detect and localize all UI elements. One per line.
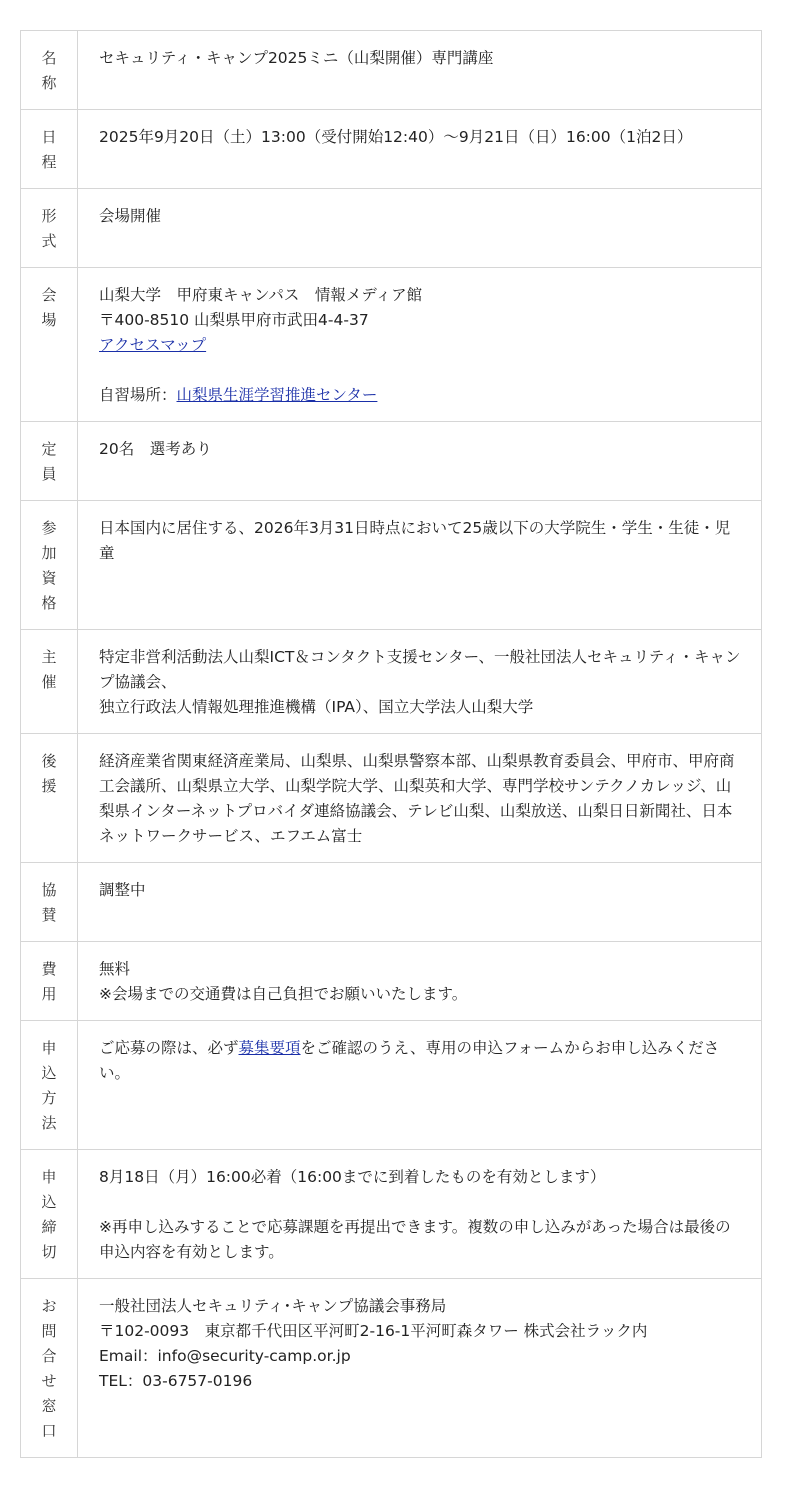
label-char: 催 [41, 673, 57, 691]
label-char: 式 [41, 232, 57, 250]
organizer-line: 特定非営利活動法人山梨ICT＆コンタクト支援センター、一般社団法人セキュリティ・キャンプ協議会、 [99, 648, 741, 691]
value-supporter [78, 734, 762, 863]
contact-line: Email：info@security-camp.or.jp [99, 1347, 351, 1365]
deadline-line [99, 1190, 741, 1215]
fee-line: ※会場までの交通費は自己負担でお願いいたします。 [99, 985, 468, 1003]
eligibility-line: 日本国内に居住する、2026年3月31日時点において25歳以下の大学院生・学生・生徒・児童 [99, 519, 731, 562]
label-char: 込 [41, 1193, 57, 1211]
venue-line: 山梨大学 甲府東キャンパス 情報メディア館 [99, 286, 423, 304]
application-text-after: をご確認のうえ、専用の申込フォームからお申し込みください。 [99, 1039, 720, 1082]
contact-line: 〒102-0093 東京都千代田区平河町2-16-1平河町森タワー 株式会社ラック内 [99, 1322, 648, 1340]
label-application-method [21, 1021, 78, 1150]
value-format [78, 189, 762, 268]
study-place-link[interactable]: 山梨県生涯学習推進センター [176, 386, 378, 404]
label-char: 援 [41, 777, 57, 795]
value-organizer [78, 630, 762, 734]
label-eligibility [21, 501, 78, 630]
supporter-line: 経済産業省関東経済産業局、山梨県、山梨県警察本部、山梨県教育委員会、甲府市、甲府商工会議所、山梨県立大学、山梨学院大学、山梨英和大学、専門学校サンテクノカレッジ、山梨県インターネットプロバイダ連絡協議会、テレビ山梨、山梨放送、山梨日日新聞社、日本ネットワークサービス、エフエム富士 [99, 752, 735, 845]
capacity-line: 20名 選考あり [99, 440, 212, 458]
schedule-line: 2025年9月20日（土）13:00（受付開始12:40）〜9月21日（日）16:00（1泊2日） [99, 128, 693, 146]
name-line: セキュリティ・キャンプ2025ミニ（山梨開催）専門講座 [99, 49, 494, 67]
application-line [99, 1036, 741, 1086]
label-char: 窓 [41, 1397, 57, 1415]
label-char: 費 [41, 960, 57, 978]
row-contact [21, 1279, 762, 1458]
value-application-method [78, 1021, 762, 1150]
label-char: 員 [41, 465, 57, 483]
fee-line: 無料 [99, 960, 131, 978]
label-char: 方 [41, 1089, 57, 1107]
row-deadline [21, 1150, 762, 1279]
deadline-line: ※再申し込みすることで応募課題を再提出できます。複数の申し込みがあった場合は最後の申込内容を有効とします。 [99, 1218, 731, 1261]
label-char: 申 [41, 1168, 57, 1186]
label-char: 称 [41, 74, 57, 92]
study-place-line [99, 383, 741, 408]
label-char: 加 [41, 544, 57, 562]
blank-line [99, 358, 741, 383]
label-char: 主 [41, 648, 57, 666]
label-char: 用 [41, 985, 57, 1003]
label-char: 口 [41, 1422, 57, 1440]
label-char: 場 [41, 311, 57, 329]
row-schedule [21, 110, 762, 189]
study-place-prefix: 自習場所： [99, 386, 177, 404]
label-char: お [41, 1297, 57, 1315]
label-char: 日 [41, 128, 57, 146]
label-char: 参 [41, 519, 57, 537]
row-format [21, 189, 762, 268]
label-char: 合 [41, 1347, 57, 1365]
label-char: 問 [41, 1322, 57, 1340]
value-capacity [78, 422, 762, 501]
sponsor-line: 調整中 [99, 881, 146, 899]
contact-line: 一般社団法人セキュリティ･キャンプ協議会事務局 [99, 1297, 447, 1315]
value-name [78, 31, 762, 110]
label-char: 協 [41, 881, 57, 899]
row-capacity [21, 422, 762, 501]
label-char: 法 [41, 1114, 57, 1132]
label-char: 程 [41, 153, 57, 171]
label-name [21, 31, 78, 110]
row-application-method [21, 1021, 762, 1150]
label-capacity [21, 422, 78, 501]
label-char: 形 [41, 207, 57, 225]
label-fee [21, 942, 78, 1021]
deadline-line: 8月18日（月）16:00必着（16:00までに到着したものを有効とします） [99, 1168, 606, 1186]
label-char: 格 [41, 594, 57, 612]
guidelines-link[interactable]: 募集要項 [238, 1039, 301, 1057]
value-sponsor [78, 863, 762, 942]
application-text-before: ご応募の際は、必ず [99, 1039, 239, 1057]
event-info-table [20, 30, 762, 1458]
row-sponsor [21, 863, 762, 942]
row-name [21, 31, 762, 110]
label-char: せ [41, 1372, 57, 1390]
label-deadline [21, 1150, 78, 1279]
contact-line: TEL：03-6757-0196 [99, 1372, 253, 1390]
label-supporter [21, 734, 78, 863]
row-organizer [21, 630, 762, 734]
label-char: 資 [41, 569, 57, 587]
organizer-line: 独立行政法人情報処理推進機構（IPA）、国立大学法人山梨大学 [99, 698, 534, 716]
label-venue [21, 268, 78, 422]
label-format [21, 189, 78, 268]
label-char: 名 [41, 49, 57, 67]
format-line: 会場開催 [99, 207, 162, 225]
row-eligibility [21, 501, 762, 630]
label-contact [21, 1279, 78, 1458]
value-venue [78, 268, 762, 422]
row-fee [21, 942, 762, 1021]
access-map-line [99, 333, 741, 358]
value-deadline [78, 1150, 762, 1279]
venue-line: 〒400-8510 山梨県甲府市武田4-4-37 [99, 311, 369, 329]
label-char: 賛 [41, 906, 57, 924]
value-eligibility [78, 501, 762, 630]
row-supporter [21, 734, 762, 863]
label-char: 会 [41, 286, 57, 304]
row-venue [21, 268, 762, 422]
label-char: 後 [41, 752, 57, 770]
label-sponsor [21, 863, 78, 942]
label-char: 切 [41, 1243, 57, 1261]
label-char: 申 [41, 1039, 57, 1057]
label-schedule [21, 110, 78, 189]
label-char: 込 [41, 1064, 57, 1082]
value-schedule [78, 110, 762, 189]
value-contact [78, 1279, 762, 1458]
label-char: 締 [41, 1218, 57, 1236]
value-fee [78, 942, 762, 1021]
label-char: 定 [41, 440, 57, 458]
label-organizer [21, 630, 78, 734]
access-map-link[interactable]: アクセスマップ [99, 336, 207, 354]
